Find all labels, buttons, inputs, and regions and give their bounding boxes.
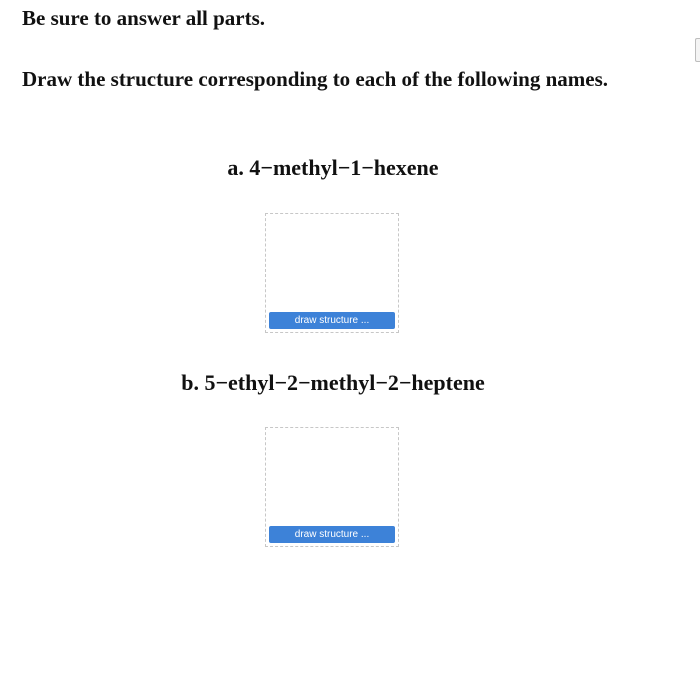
draw-structure-button-a[interactable]: draw structure ... (269, 312, 395, 329)
scrollbar-handle[interactable] (695, 38, 700, 62)
question-prompt: Draw the structure corresponding to each of the following names. (22, 67, 609, 91)
structure-box-a[interactable] (265, 213, 399, 333)
instructions-text: Be sure to answer all parts. (22, 6, 266, 30)
part-a-label: a. 4−methyl−1−hexene (227, 155, 439, 180)
structure-box-b[interactable] (265, 427, 399, 547)
part-b-label: b. 5−ethyl−2−methyl−2−heptene (181, 370, 485, 395)
draw-structure-button-b[interactable]: draw structure ... (269, 526, 395, 543)
